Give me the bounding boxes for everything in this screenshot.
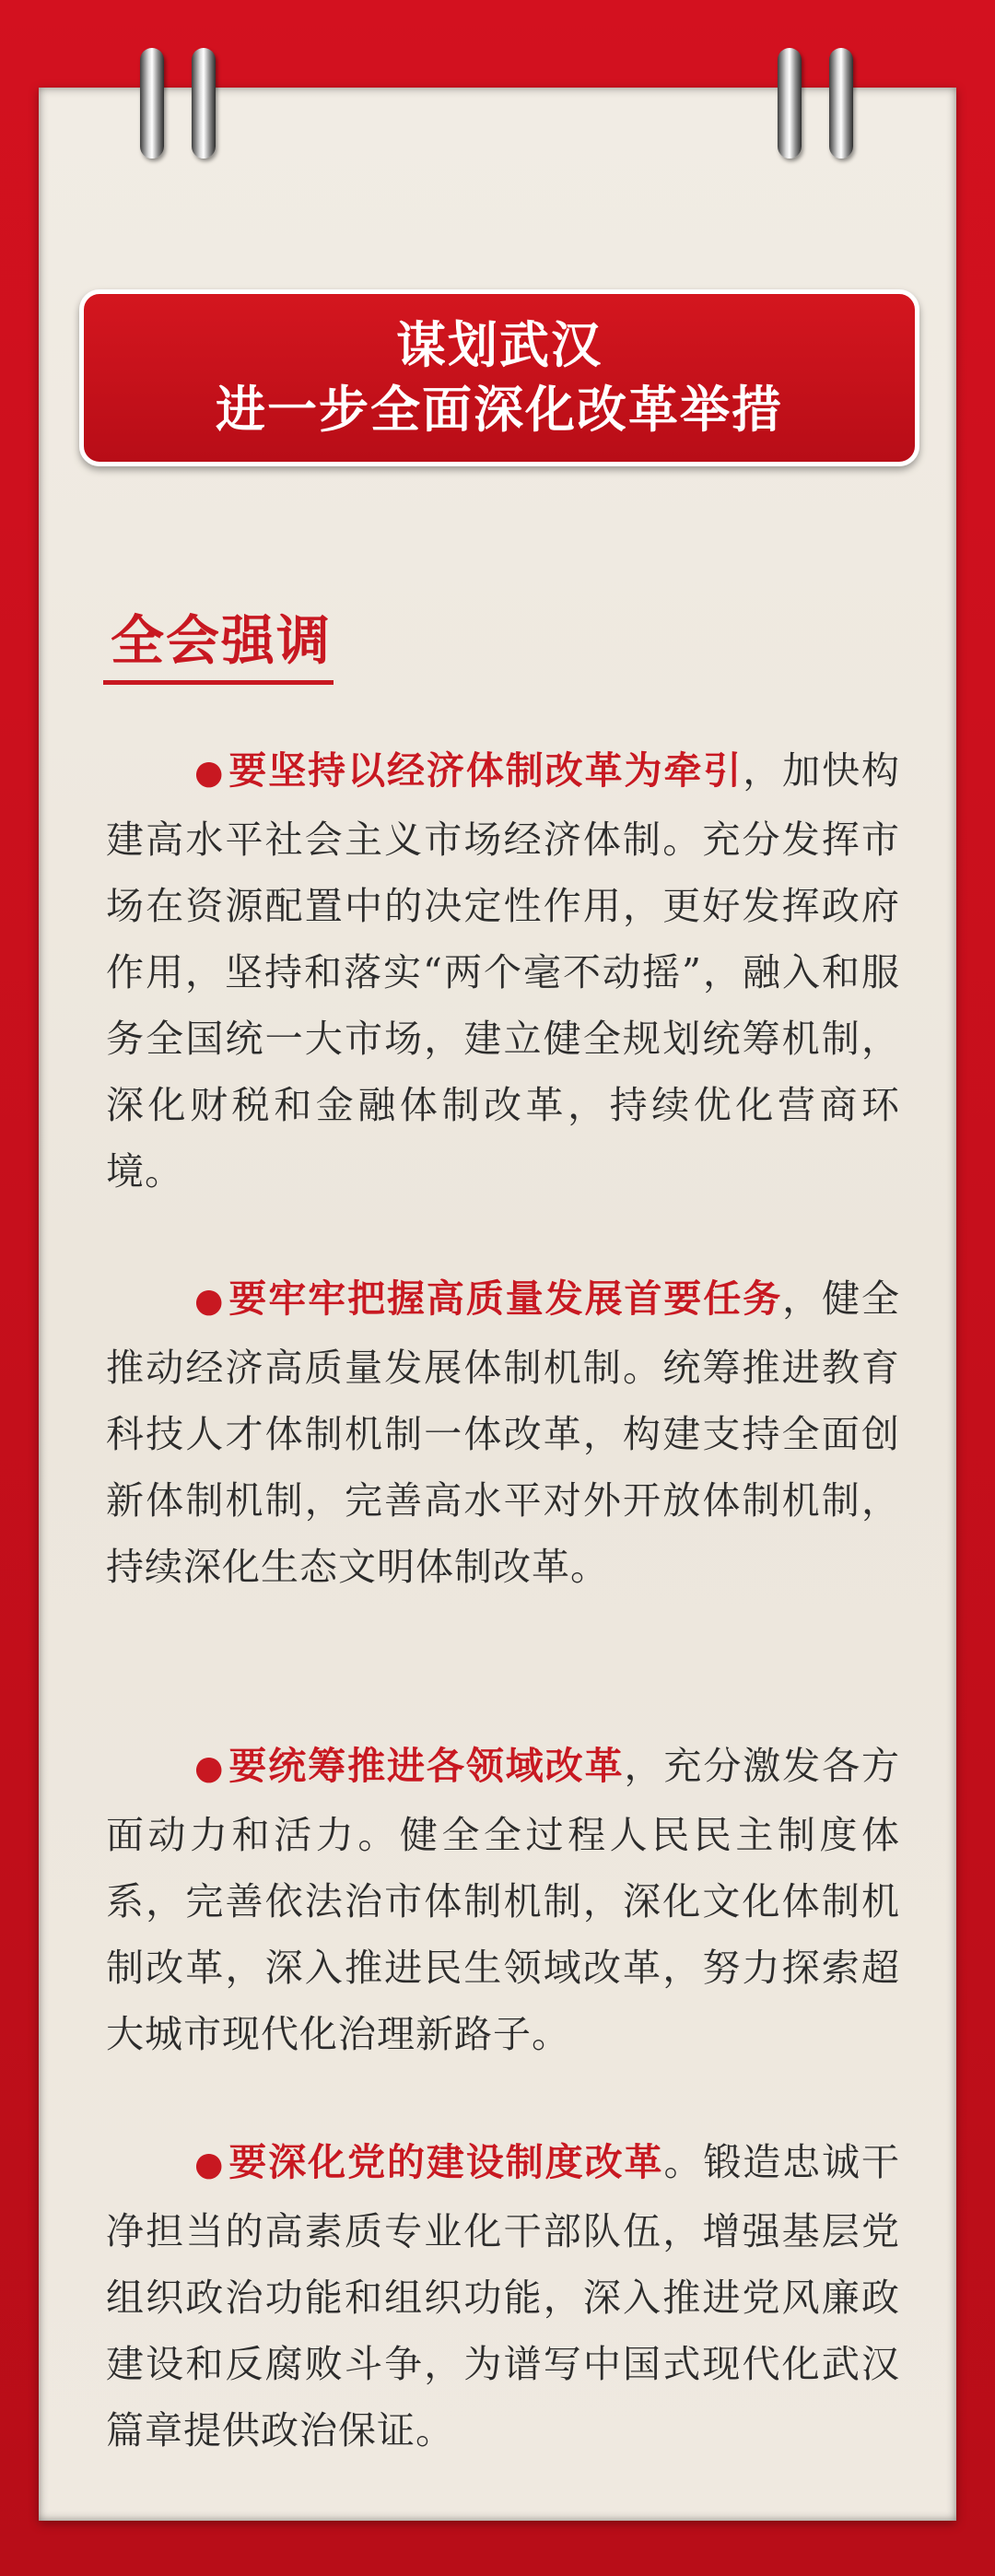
heading-underline bbox=[103, 680, 334, 685]
title-line-1: 谋划武汉 bbox=[396, 316, 603, 374]
bullet-icon: ● bbox=[194, 2146, 226, 2183]
bullet-icon: ● bbox=[194, 754, 226, 792]
paragraph-3 bbox=[106, 1733, 900, 2067]
binder-ring-icon bbox=[140, 48, 164, 159]
binder-ring-icon bbox=[192, 48, 216, 159]
binder-ring-icon bbox=[829, 48, 853, 159]
title-banner bbox=[79, 289, 919, 466]
paragraph-lead: 要统筹推进各领域改革 bbox=[228, 1744, 625, 1788]
paragraph-4 bbox=[106, 2129, 900, 2464]
paragraph-lead: 要牢牢把握高质量发展首要任务 bbox=[228, 1276, 783, 1321]
paragraph-body: ，加快构建高水平社会主义市场经济体制。充分发挥市场在资源配置中的决定性作用，更好发挥政府作用，坚持和落实“两个毫不动摇”，融入和服务全国统一大市场，建立健全规划统筹机制，深化财税和金融体制改革，持续优化营商环境。 bbox=[106, 748, 901, 1194]
binder-ring-icon bbox=[778, 48, 802, 159]
paragraph-1 bbox=[106, 737, 900, 1205]
paragraph-body: ，健全推动经济高质量发展体制机制。统筹推进教育科技人才体制机制一体改革，构建支持全面创新体制机制，完善高水平对外开放体制机制，持续深化生态文明体制改革。 bbox=[106, 1276, 901, 1589]
paragraph-lead: 要坚持以经济体制改革为牵引 bbox=[228, 748, 743, 793]
paragraph-body: ，充分激发各方面动力和活力。健全全过程人民民主制度体系，完善依法治市体制机制，深化文化体制机制改革，深入推进民生领域改革，努力探索超大城市现代化治理新路子。 bbox=[106, 1744, 901, 2056]
paragraph-lead: 要深化党的建设制度改革 bbox=[228, 2140, 664, 2184]
title-line-2: 进一步全面深化改革举措 bbox=[216, 381, 783, 439]
bullet-icon: ● bbox=[194, 1282, 226, 1320]
paragraph-body: 。锻造忠诚干净担当的高素质专业化干部队伍，增强基层党组织政治功能和组织功能，深入推进党风廉政建设和反腐败斗争，为谱写中国式现代化武汉篇章提供政治保证。 bbox=[106, 2140, 901, 2452]
bullet-icon: ● bbox=[194, 1749, 226, 1787]
paragraph-2 bbox=[106, 1265, 900, 1600]
section-heading: 全会强调 bbox=[111, 609, 333, 672]
